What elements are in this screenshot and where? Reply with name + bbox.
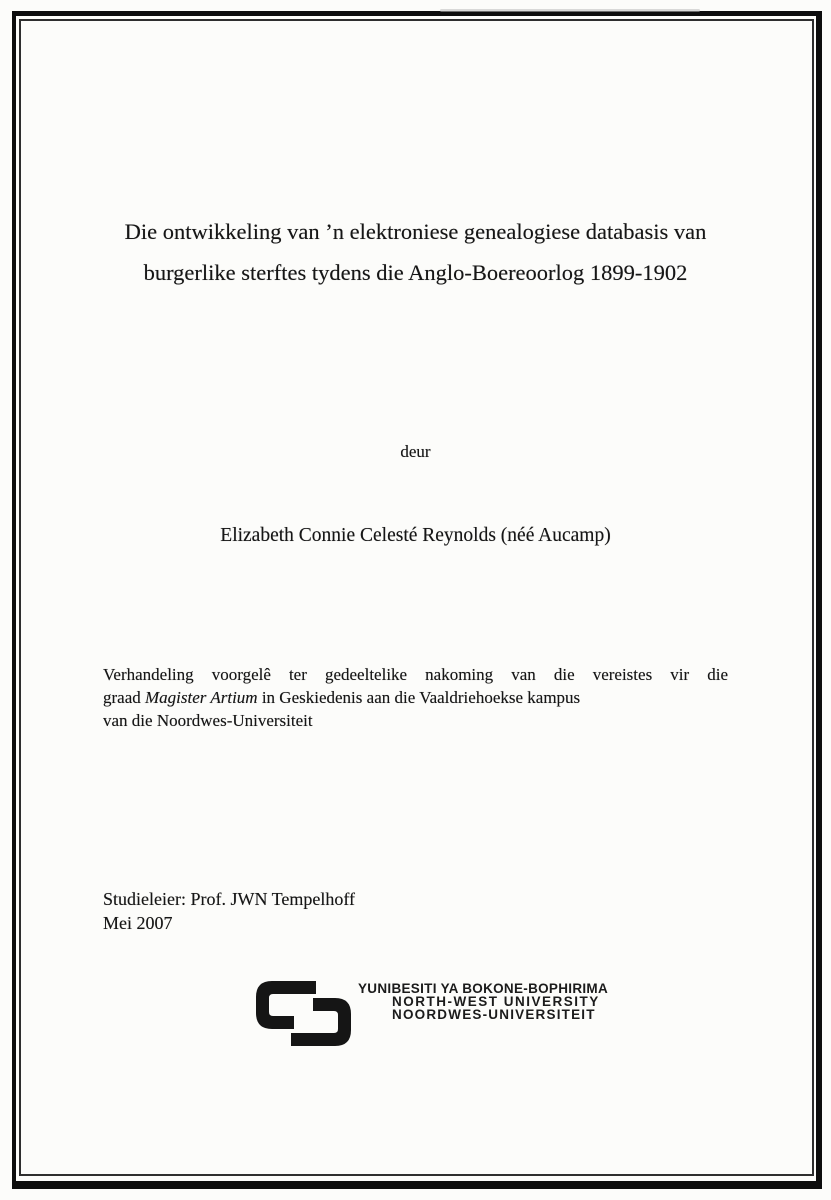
degree-name: Magister Artium	[145, 687, 258, 707]
supervisor-block	[103, 888, 355, 935]
author-name: Elizabeth Connie Celesté Reynolds (néé Aucamp)	[220, 525, 611, 546]
thesis-title	[0, 211, 831, 293]
nwu-logo-icon	[256, 981, 351, 1046]
logo-line-english: NORTH-WEST UNIVERSITY	[392, 993, 600, 1009]
supervisor-line: Studieleier: Prof. JWN Tempelhoff	[103, 889, 356, 909]
university-logo	[256, 981, 608, 1046]
submission-line-2-prefix: graad	[103, 687, 141, 707]
submission-statement-line-2	[103, 687, 728, 710]
submission-statement-line-1: Verhandeling voorgelê ter gedeeltelike nakoming van die vereistes vir die	[103, 665, 728, 684]
byline-label: deur	[400, 442, 431, 461]
logo-line-setswana: YUNIBESITI YA BOKONE-BOPHIRIMA	[358, 981, 609, 996]
date-line: Mei 2007	[103, 912, 173, 933]
thesis-title-line-2: burgerlike sterftes tydens die Anglo-Boereoorlog 1899-1902	[143, 260, 688, 285]
submission-statement-line-3: van die Noordwes-Universiteit	[103, 710, 313, 730]
thesis-title-line-1: Die ontwikkeling van ’n elektroniese genealogiese databasis van	[124, 219, 707, 244]
logo-line-afrikaans: NOORDWES-UNIVERSITEIT	[392, 1006, 596, 1022]
submission-statement	[103, 664, 728, 732]
university-logo-text	[358, 983, 608, 1021]
scan-artifact-smudge	[440, 9, 700, 12]
submission-line-2-suffix: in Geskiedenis aan die Vaaldriehoekse kampus	[261, 687, 581, 707]
